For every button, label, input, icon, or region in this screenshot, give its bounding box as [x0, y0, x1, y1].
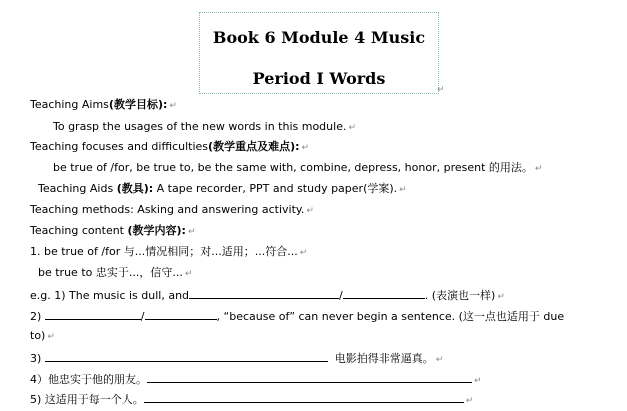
methods-line	[30, 203, 314, 218]
paragraph-mark: ↵	[169, 101, 177, 111]
example2-suffix: , “because of” can never begin a sentence. (这一点也适用于 due	[216, 310, 565, 323]
title-box	[199, 12, 439, 94]
answer-blank[interactable]	[144, 391, 464, 403]
paragraph-mark: ↵	[47, 332, 55, 342]
focuses-text-line	[53, 161, 542, 176]
answer-blank[interactable]	[147, 371, 472, 383]
aids-text: A tape recorder, PPT and study paper(学案).	[153, 182, 398, 195]
answer-blank[interactable]	[45, 308, 141, 320]
answer-blank[interactable]	[145, 308, 217, 320]
content-line	[30, 224, 196, 239]
paragraph-mark: ↵	[534, 164, 543, 174]
item1-line	[30, 245, 307, 260]
paragraph-mark: ↵	[497, 292, 505, 302]
document-subtitle: Period I Words	[252, 69, 386, 88]
paragraph-mark: ↵	[348, 123, 357, 133]
paragraph-mark: ↵	[399, 185, 407, 195]
focuses-text: be true of /for, be true to, be the same with, combine, depress, honor, present 的用法。	[53, 161, 533, 174]
document-title: Book 6 Module 4 Music	[212, 28, 426, 47]
aims-text: To grasp the usages of the new words in this module.	[53, 120, 347, 133]
paragraph-mark: ↵	[306, 206, 314, 216]
example1-line	[30, 287, 505, 304]
aims-label: Teaching Aims	[30, 98, 109, 111]
paragraph-mark: ↵	[299, 248, 308, 258]
example4-line	[30, 371, 482, 388]
item1b-line	[38, 266, 192, 281]
example2-prefix: 2)	[30, 310, 42, 323]
aims-label-cn: (教学目标):	[108, 98, 168, 111]
focuses-line	[30, 140, 309, 155]
content-label: Teaching content	[30, 224, 124, 237]
example2-continuation: to)	[30, 329, 46, 342]
example4-text: 4）他忠实于他的朋友。	[30, 373, 147, 386]
focuses-label-cn: (教学重点及难点):	[208, 140, 300, 153]
example1-suffix: . (表演也一样)	[424, 289, 496, 302]
aids-label: Teaching Aids	[38, 182, 114, 195]
example5-text: 5) 这适用于每一个人。	[30, 393, 144, 406]
aids-line	[38, 182, 407, 197]
focuses-label: Teaching focuses and difficulties	[30, 140, 209, 153]
aims-text-line	[53, 120, 356, 135]
blank-slash: /	[140, 310, 145, 323]
example3-prefix: 3)	[30, 352, 42, 365]
answer-blank[interactable]	[343, 287, 425, 299]
paragraph-mark: ↵	[301, 143, 310, 153]
answer-blank[interactable]	[45, 350, 328, 362]
teaching-aims-line	[30, 98, 177, 113]
paragraph-mark: ↵	[474, 376, 482, 386]
item1-text: 1. be true of /for 与...情况相同；对...适用；...符合...	[30, 245, 298, 258]
example2-line	[30, 308, 564, 324]
aids-label-cn: (教具):	[116, 182, 154, 195]
example5-line	[30, 391, 473, 408]
content-label-cn: (教学内容):	[127, 224, 186, 237]
paragraph-mark: ↵	[437, 85, 445, 95]
paragraph-mark: ↵	[465, 396, 474, 406]
paragraph-mark: ↵	[187, 227, 196, 237]
example2-continuation-line	[30, 329, 55, 344]
methods-text: Teaching methods: Asking and answering activity.	[30, 203, 305, 216]
example3-line	[30, 350, 443, 367]
item1b-text: be true to 忠实于...，信守...	[38, 266, 183, 279]
example3-suffix: 电影拍得非常逼真。	[334, 352, 434, 365]
example1-prefix: e.g. 1) The music is dull, and	[30, 289, 190, 302]
paragraph-mark: ↵	[184, 269, 193, 279]
paragraph-mark: ↵	[435, 355, 444, 365]
answer-blank[interactable]	[189, 287, 339, 299]
blank-slash: /	[339, 289, 343, 302]
